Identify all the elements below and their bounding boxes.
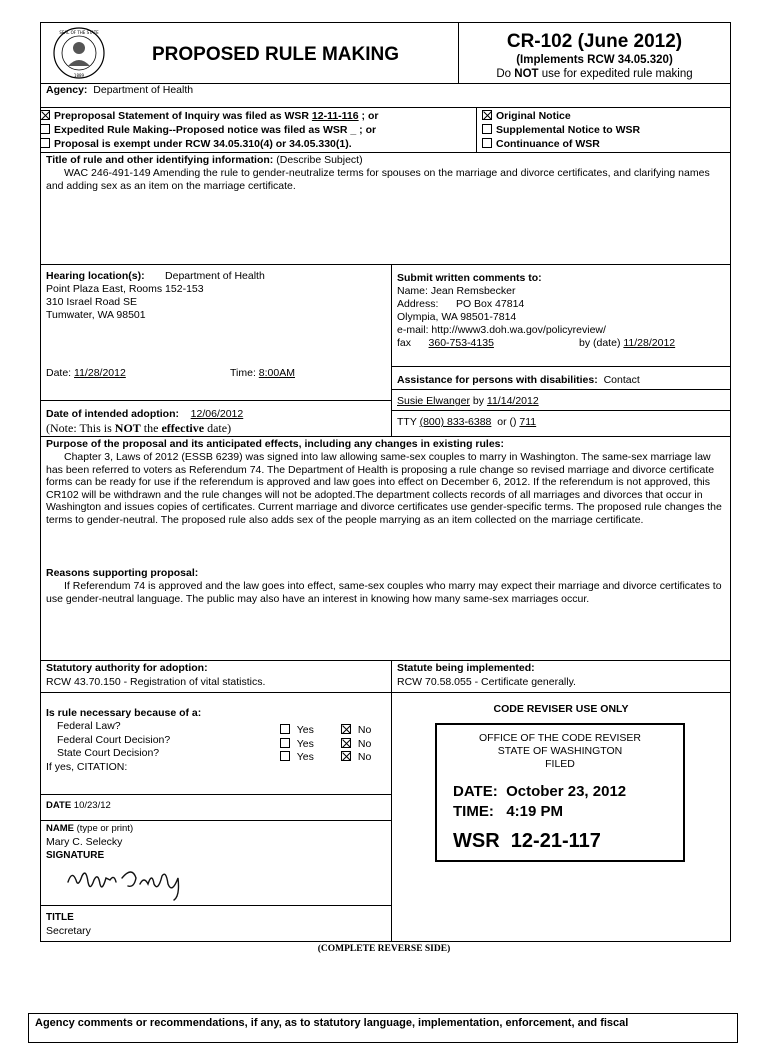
necessity-yes-column: Yes Yes Yes [280,724,314,765]
line-agency-bottom [40,107,731,108]
stamp-office: OFFICE OF THE CODE REVISER [479,732,641,744]
purpose-text: Chapter 3, Laws of 2012 (ESSB 6239) was signed into law allowing same-sex couples to marry in Washington. The same-sex marriage law has been referred to voters as Referendum 74. The Department of Health is proposing a rule change so revised marriage and divorce certificate forms can be ready for use if the referendum is approved and law goes into effect on December 6, 2012. If the referendum is not approved, this CR102 will be withdrawn and the rule changes will not be adopted.The department collects records of all marriages and divorces that occur in Washington and issues copies of certificates. Current marriage and divorce certificates use gender-specific terms. The proposed rule changes the terms to gender-neutral. The proposed rule also adds sex of the people marrying as an item collected on the marriage certificate. [46,451,722,526]
expedited-warning: Do NOT use for expedited rule making [496,68,693,80]
supplemental-notice-row: Supplemental Notice to WSR [482,124,640,136]
line-adoption-top [40,400,391,401]
hearing-date: Date: 11/28/2012 [46,367,126,379]
comments-by-date: by (date) 11/28/2012 [579,337,676,349]
line-filing-bottom [40,152,731,153]
form-id: CR-102 (June 2012) [506,31,683,52]
continuance-checkbox[interactable] [482,138,492,148]
signoff-title: Secretary [46,925,91,937]
federal-court-yes-checkbox[interactable] [280,738,290,748]
complete-reverse-side: (COMPLETE REVERSE SIDE) [317,944,451,954]
line-purpose-top [40,436,731,437]
form-title: PROPOSED RULE MAKING [152,44,400,65]
svg-text:SEAL OF THE STATE: SEAL OF THE STATE [59,30,99,35]
statute-value: RCW 70.58.055 - Certificate generally. [397,676,576,688]
continuance-row: Continuance of WSR [482,138,600,150]
preproposal-row: Preproposal Statement of Inquiry was filed as WSR 12-11-116 ; or [40,110,378,122]
line-name-top [40,820,391,821]
necessity-questions: Federal Law? Federal Court Decision? State Court Decision? If yes, CITATION: [46,720,171,773]
signature-image [62,862,194,902]
federal-court-no-checkbox[interactable] [341,738,351,748]
federal-law-yes-checkbox[interactable] [280,724,290,734]
preproposal-checkbox[interactable] [40,110,50,120]
signoff-name-label: NAME (type or print) [46,823,134,834]
line-title-bottom [40,264,731,265]
line-authority-top [40,660,731,661]
expedited-checkbox[interactable] [40,124,50,134]
statute-label: Statute being implemented: [397,662,535,674]
stamp-filed: FILED [545,758,575,770]
state-court-yes-checkbox[interactable] [280,751,290,761]
stamp-wsr: WSR 12-21-117 [453,830,601,852]
signoff-title-label: TITLE [46,912,74,923]
hearing-address: Point Plaza East, Rooms 152-153 310 Israel Road SE Tumwater, WA 98501 [46,283,204,321]
signoff-name: Mary C. Selecky [46,836,123,848]
adoption-date: Date of intended adoption: 12/06/2012 [46,408,244,420]
assistance-person: Susie Elwanger by 11/14/2012 [397,395,539,407]
hearing-time: Time: 8:00AM [230,367,295,379]
supplemental-notice-checkbox[interactable] [482,124,492,134]
stamp-time: TIME: 4:19 PM [453,803,564,820]
reasons-text: If Referendum 74 is approved and the law goes into effect, same-sex couples who marry may expect their marriage and divorce certificates to use gender-neutral language. The public may also have an interest in knowing how many same-sex marriages occur. [46,580,722,605]
line-necessity-top [40,692,731,693]
svg-text:1889: 1889 [73,73,85,78]
line-date-top [40,794,391,795]
reasons-label: Reasons supporting proposal: [46,567,199,579]
filing-divider [476,107,477,152]
necessity-no-column: No No No [341,724,371,765]
signature-label: SIGNATURE [46,850,105,861]
signoff-date: DATE 10/23/12 [46,800,111,811]
agency-comments-label: Agency comments or recommendations, if any, as to statutory language, implementation, enforcement, and fiscal [35,1017,629,1029]
expedited-row: Expedited Rule Making--Proposed notice was filed as WSR _ ; or [40,124,376,136]
comments-fax: fax 360-753-4135 [397,337,494,349]
original-notice-row: Original Notice [482,110,571,122]
line-assistance-mid [391,389,731,390]
line-assistance-low [391,410,731,411]
federal-law-no-checkbox[interactable] [341,724,351,734]
exempt-row: Proposal is exempt under RCW 34.05.310(4) or 34.05.330(1). [40,138,352,150]
authority-value: RCW 43.70.150 - Registration of vital statistics. [46,676,266,688]
authority-label: Statutory authority for adoption: [46,662,208,674]
code-reviser-label: CODE REVISER USE ONLY [493,703,629,715]
state-court-no-checkbox[interactable] [341,751,351,761]
purpose-label: Purpose of the proposal and its anticipated effects, including any changes in existing rules: [46,438,505,450]
necessity-label: Is rule necessary because of a: [46,707,202,719]
hearing-location: Hearing location(s): Department of Health [46,270,265,282]
title-text: WAC 246-491-149 Amending the rule to gender-neutralize terms for spouses on the marriage and divorce certificates, and clarifying names and adding sex as an item on the marriage certificate. [46,167,710,192]
title-label: Title of rule and other identifying information: (Describe Subject) [46,154,363,166]
stamp-state: STATE OF WASHINGTON [497,745,623,757]
assistance-tty: TTY (800) 833-6388 or () 711 [397,416,537,428]
stamp-date: DATE: October 23, 2012 [453,783,627,800]
line-assistance-top [391,366,731,367]
comments-contact: Name: Jean Remsbecker Address: PO Box 47814 Olympia, WA 98501-7814 e-mail: http://www3.doh.wa.gov/policyreview/ [397,285,606,336]
code-reviser-stamp [435,723,685,862]
agency-comments-box [28,1013,738,1043]
comments-label: Submit written comments to: [397,272,542,284]
line-title-signoff [40,905,391,906]
adoption-note: (Note: This is NOT the effective date) [46,421,232,435]
assistance-label: Assistance for persons with disabilities: Contact [397,374,640,386]
agency-row: Agency: Department of Health [46,84,194,96]
original-notice-checkbox[interactable] [482,110,492,120]
state-seal-icon [52,26,106,80]
implements-rcw: (Implements RCW 34.05.320) [516,54,673,66]
exempt-checkbox[interactable] [40,138,50,148]
